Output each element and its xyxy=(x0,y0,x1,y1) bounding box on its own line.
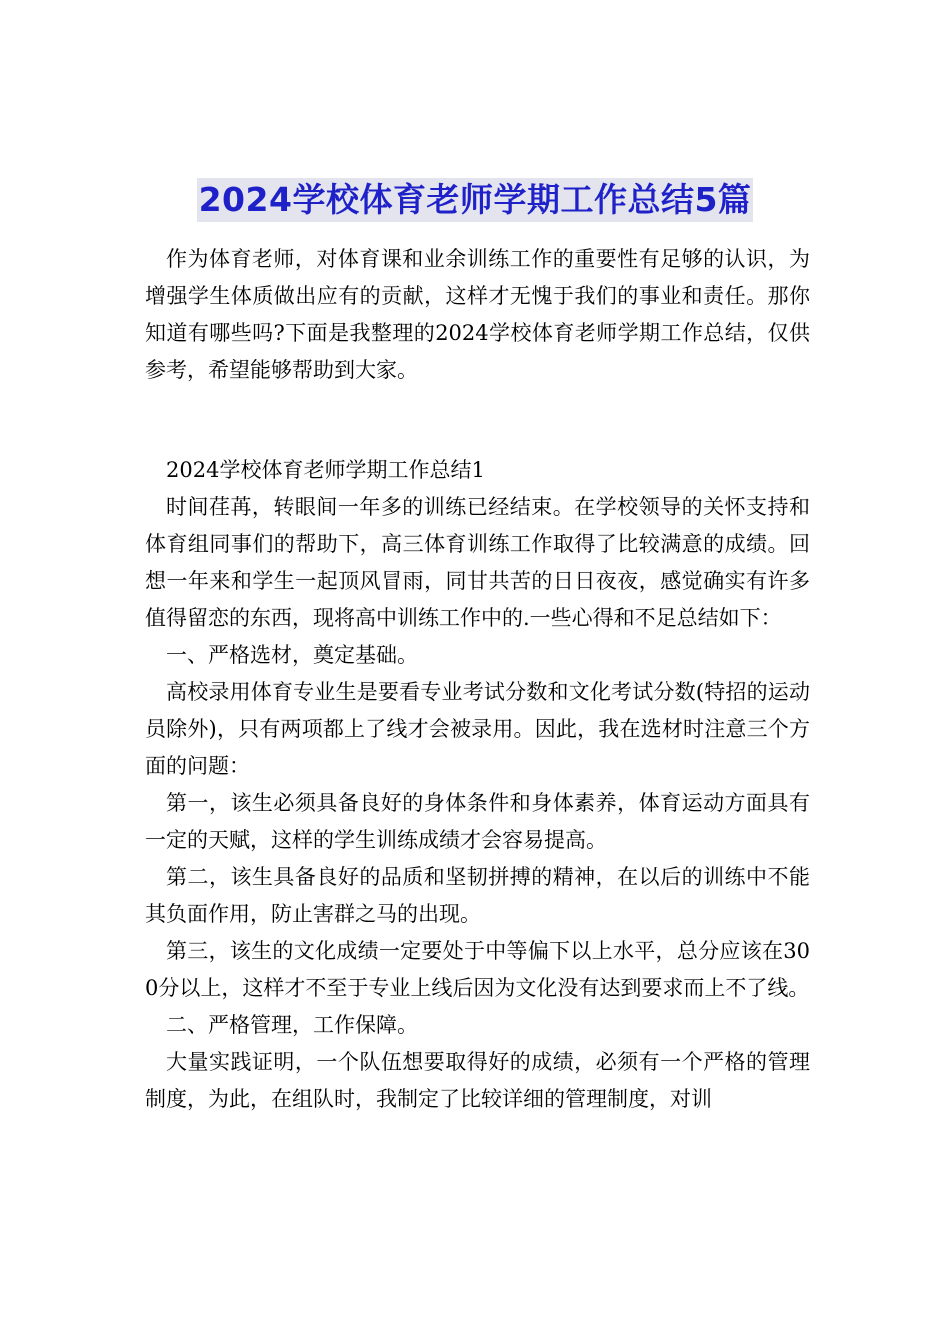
body-paragraph: 大量实践证明，一个队伍想要取得好的成绩，必须有一个严格的管理制度，为此，在组队时，我制定了比较详细的管理制度，对训 xyxy=(145,1050,810,1111)
subheading-paragraph: 二、严格管理，工作保障。 xyxy=(166,1013,418,1037)
intro-section xyxy=(145,241,810,389)
body-paragraph: 第一，该生必须具备良好的身体条件和身体素养，体育运动方面具有一定的天赋，这样的学生训练成绩才会容易提高。 xyxy=(145,791,810,852)
document-title xyxy=(0,178,950,222)
subheading-paragraph: 一、严格选材，奠定基础。 xyxy=(166,643,418,667)
document-title-text: 2024学校体育老师学期工作总结5篇 xyxy=(197,178,754,222)
body-paragraph: 第三，该生的文化成绩一定要处于中等偏下以上水平，总分应该在300分以上，这样才不至于专业上线后因为文化没有达到要求而上不了线。 xyxy=(145,939,810,1000)
section-1 xyxy=(145,452,810,1118)
body-paragraph: 高校录用体育专业生是要看专业考试分数和文化考试分数(特招的运动员除外)，只有两项都上了线才会被录用。因此，我在选材时注意三个方面的问题： xyxy=(145,680,810,778)
body-paragraph: 第二，该生具备良好的品质和坚韧拼搏的精神，在以后的训练中不能其负面作用，防止害群之马的出现。 xyxy=(145,865,810,926)
intro-paragraph: 作为体育老师，对体育课和业余训练工作的重要性有足够的认识，为增强学生体质做出应有的贡献，这样才无愧于我们的事业和责任。那你知道有哪些吗?下面是我整理的2024学校体育老师学期工作总结，仅供参考，希望能够帮助到大家。 xyxy=(145,247,810,382)
section-heading: 2024学校体育老师学期工作总结1 xyxy=(166,458,485,482)
body-paragraph: 时间荏苒，转眼间一年多的训练已经结束。在学校领导的关怀支持和体育组同事们的帮助下，高三体育训练工作取得了比较满意的成绩。回想一年来和学生一起顶风冒雨，同甘共苦的日日夜夜，感觉确实有许多值得留恋的东西，现将高中训练工作中的.一些心得和不足总结如下： xyxy=(145,495,810,630)
